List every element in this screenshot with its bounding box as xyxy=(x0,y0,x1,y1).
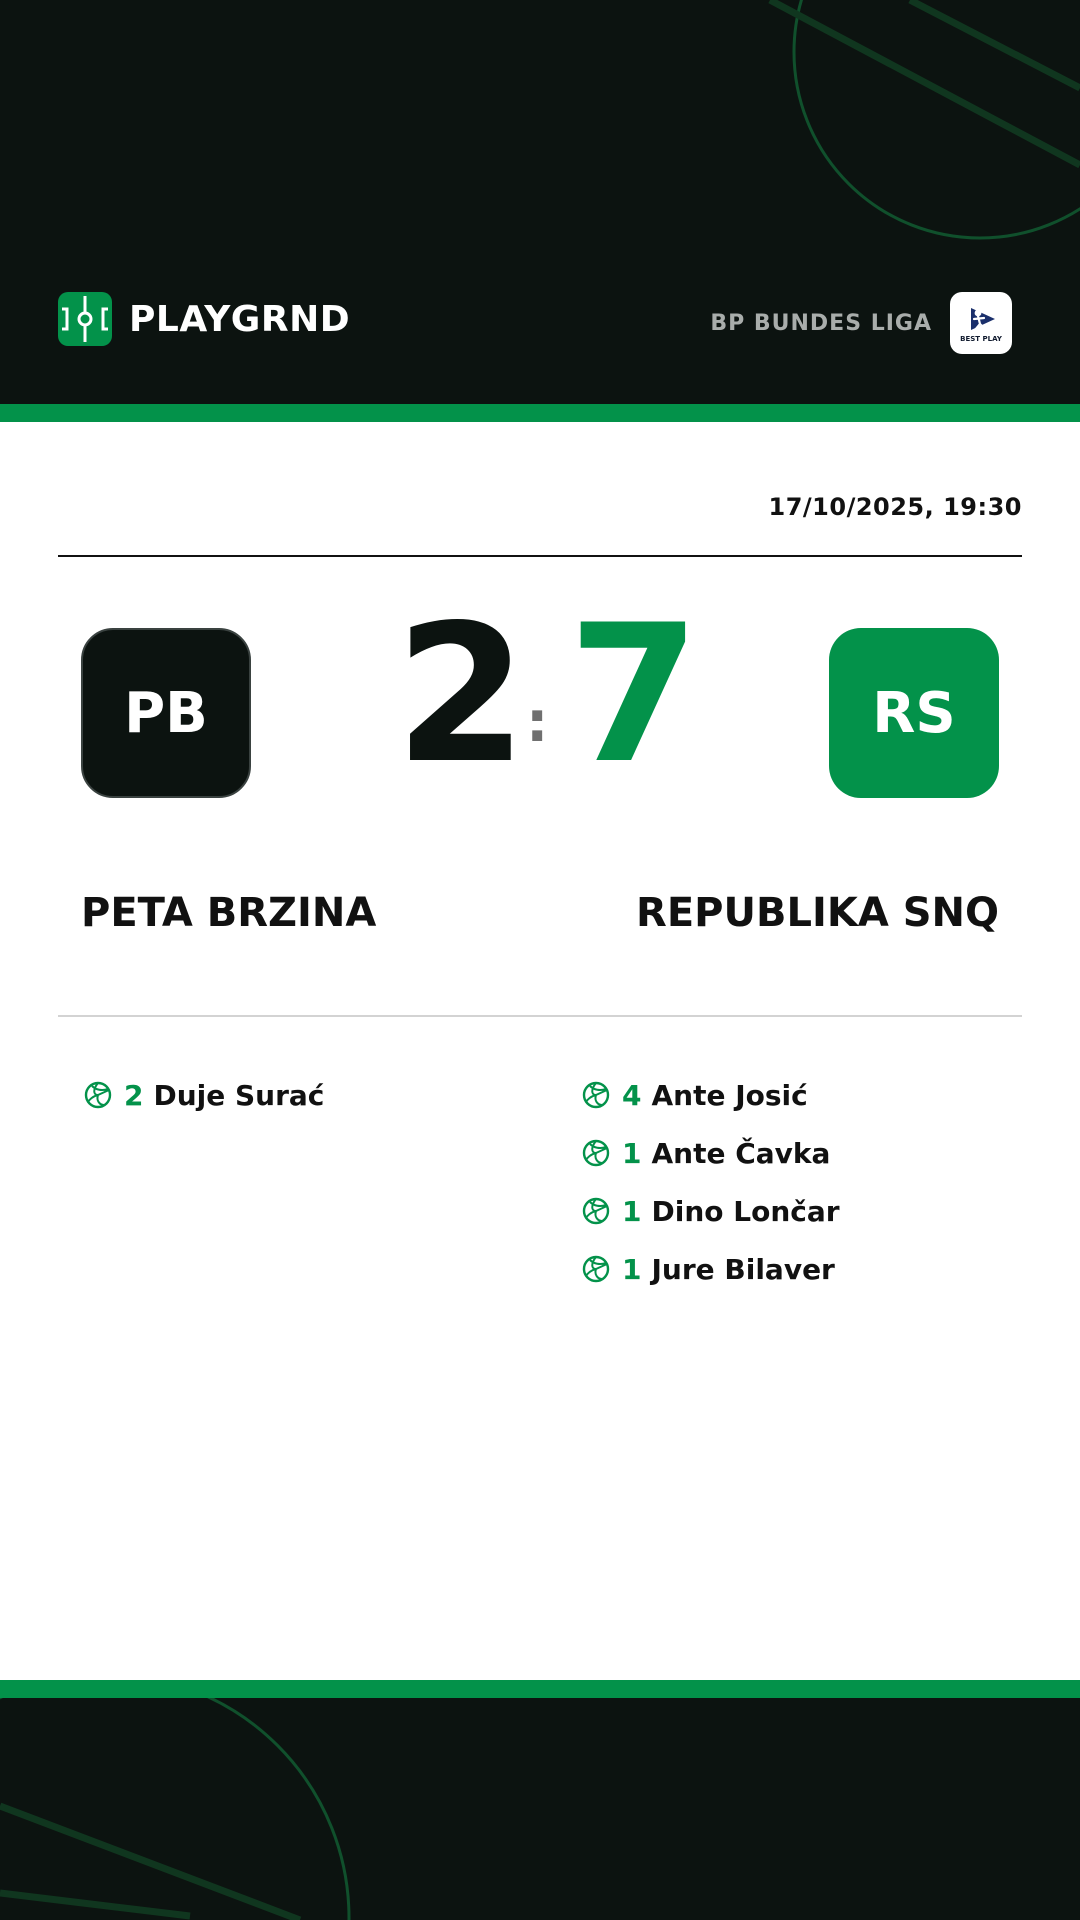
away-score: 7 xyxy=(568,584,699,805)
away-scorers-list xyxy=(582,1066,840,1298)
scorer-name: Ante Josić xyxy=(651,1078,808,1112)
pitch-lines-decoration xyxy=(0,1698,1080,1920)
home-scorers-list xyxy=(84,1066,324,1124)
ball-icon xyxy=(582,1197,610,1225)
scorer-item xyxy=(84,1066,324,1124)
ball-icon xyxy=(582,1081,610,1109)
home-team-badge: PB xyxy=(81,628,251,798)
scorer-goals: 4 xyxy=(622,1078,642,1112)
league-name: BP BUNDES LIGA xyxy=(710,310,932,336)
brand xyxy=(58,292,350,346)
ball-icon xyxy=(84,1081,112,1109)
divider xyxy=(58,1015,1022,1017)
divider xyxy=(58,555,1022,557)
scorer-name: Jure Bilaver xyxy=(651,1252,835,1286)
scorer-goals: 1 xyxy=(622,1136,642,1170)
score-separator: : xyxy=(526,690,549,755)
footer-panel xyxy=(0,1698,1080,1920)
scorer-item xyxy=(582,1066,840,1124)
away-team-badge: RS xyxy=(829,628,999,798)
scorer-item xyxy=(582,1182,840,1240)
brand-name: PLAYGRND xyxy=(129,298,351,340)
accent-stripe-bottom xyxy=(0,1680,1080,1698)
ball-icon xyxy=(582,1139,610,1167)
pitch-icon xyxy=(58,292,112,346)
ball-icon xyxy=(582,1255,610,1283)
league-logo: BEST PLAY xyxy=(950,292,1012,354)
home-score: 2 xyxy=(395,584,526,805)
header-panel xyxy=(0,0,1080,404)
match-datetime: 17/10/2025, 19:30 xyxy=(768,493,1022,521)
scorer-name: Duje Surać xyxy=(153,1078,325,1112)
home-team-name: PETA BRZINA xyxy=(81,890,377,936)
scorer-goals: 1 xyxy=(622,1194,642,1228)
scorer-goals: 1 xyxy=(622,1252,642,1286)
accent-stripe-top xyxy=(0,404,1080,422)
player-icon xyxy=(963,304,999,334)
scorer-name: Dino Lončar xyxy=(651,1194,840,1228)
league xyxy=(710,292,1012,354)
away-team-name: REPUBLIKA SNQ xyxy=(636,890,999,936)
scorer-item xyxy=(582,1124,840,1182)
scorer-name: Ante Čavka xyxy=(651,1136,831,1170)
scorer-goals: 2 xyxy=(124,1078,144,1112)
scorer-item xyxy=(582,1240,840,1298)
